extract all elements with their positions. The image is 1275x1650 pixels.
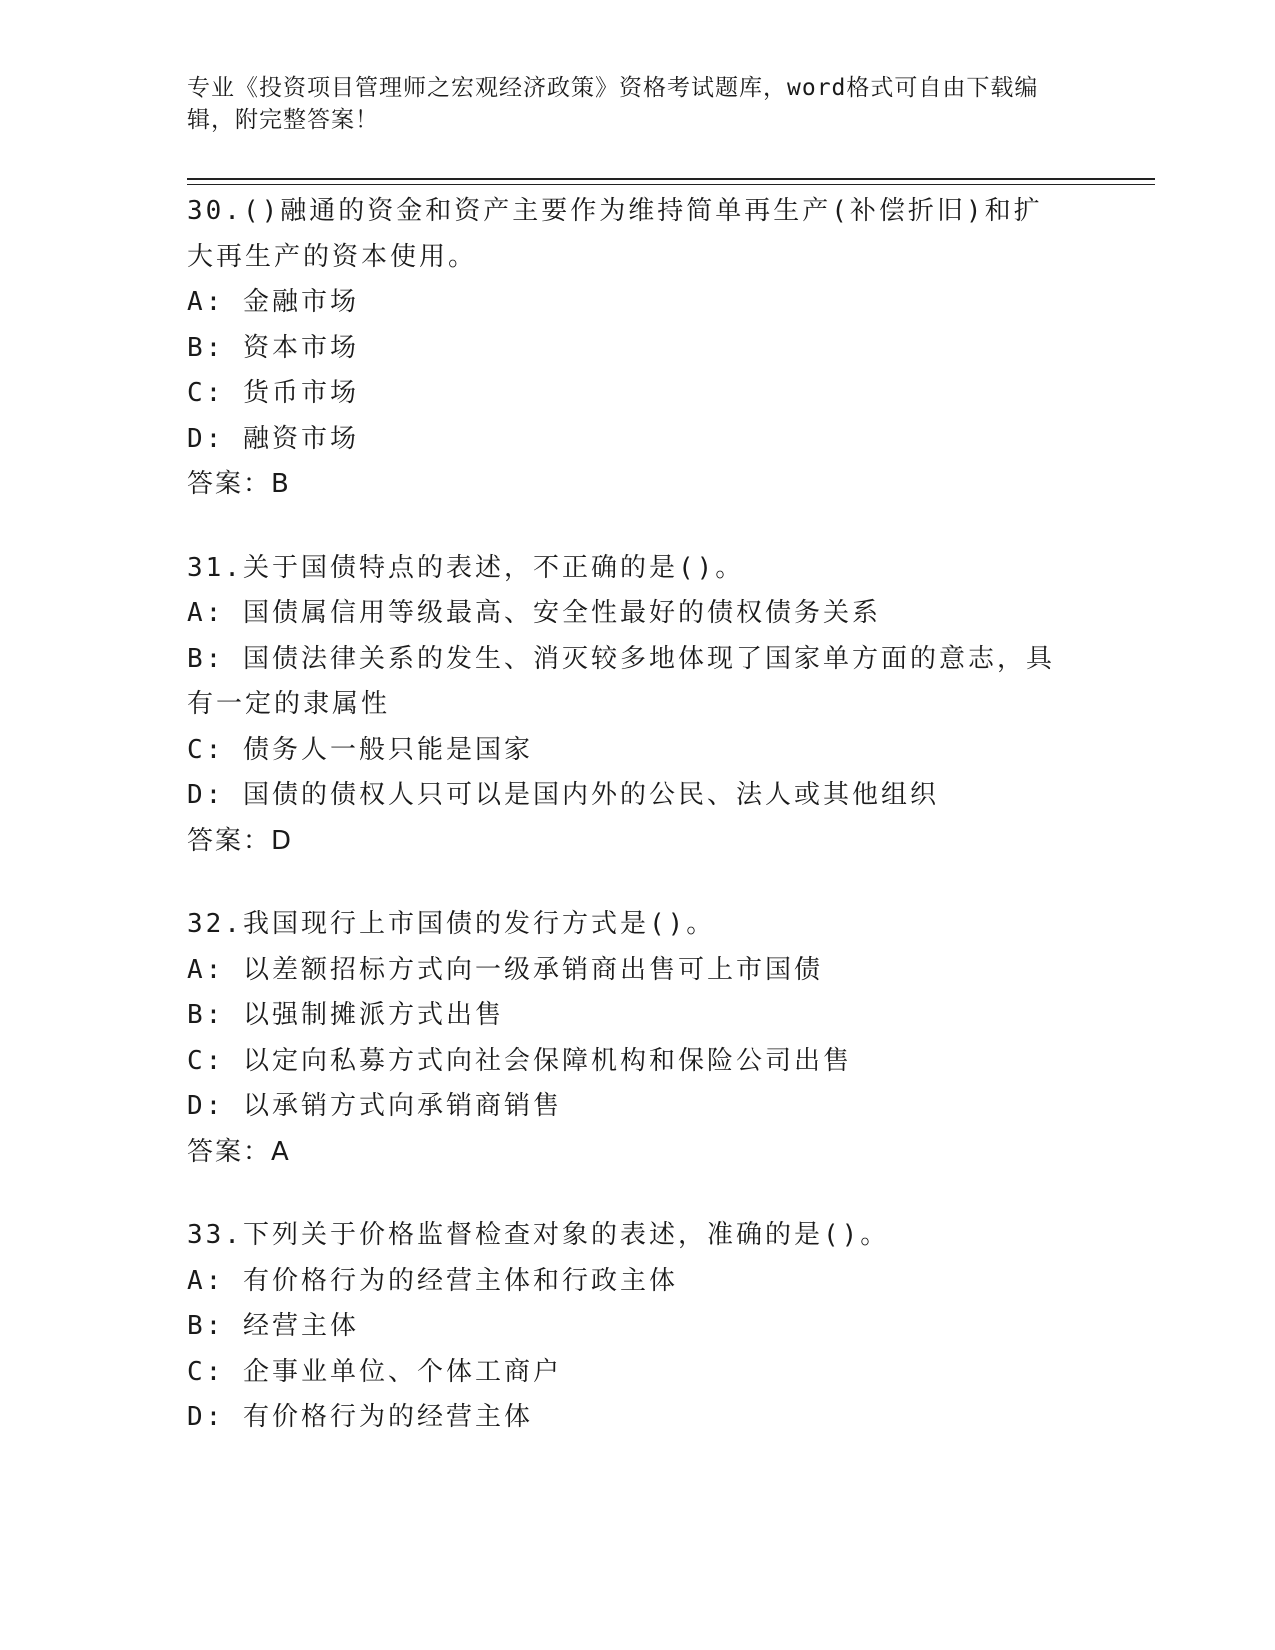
answer-label: 答案：B — [187, 469, 291, 499]
answer-label: 答案：D — [187, 825, 294, 856]
option-b: B: 国债法律关系的发生、消灭较多地体现了国家单方面的意志，具有一定的隶属性 — [187, 643, 1055, 719]
question-stem: 31.关于国债特点的表述，不正确的是()。 — [187, 552, 745, 583]
option-c: C: 债务人一般只能是国家 — [187, 734, 533, 765]
question-item-32 — [187, 902, 1087, 1175]
header-divider-thick — [187, 178, 1155, 180]
option-a: A: 以差额招标方式向一级承销商出售可上市国债 — [187, 954, 823, 985]
answer-label: 答案：A — [187, 1136, 291, 1167]
header-divider-thin — [187, 184, 1155, 185]
option-d: D: 融资市场 — [187, 423, 359, 454]
option-a: A: 有价格行为的经营主体和行政主体 — [187, 1265, 678, 1296]
document-header: 专业《投资项目管理师之宏观经济政策》资格考试题库，word格式可自由下载编辑，附完整答案！ — [187, 75, 1039, 133]
option-b: B: 经营主体 — [187, 1311, 359, 1341]
question-stem: 32.我国现行上市国债的发行方式是()。 — [187, 909, 716, 939]
option-c: C: 货币市场 — [187, 378, 359, 408]
option-c: C: 企事业单位、个体工商户 — [187, 1356, 562, 1387]
option-d: D: 以承销方式向承销商销售 — [187, 1091, 562, 1121]
option-a: A: 国债属信用等级最高、安全性最好的债权债务关系 — [187, 598, 881, 628]
option-d: D: 有价格行为的经营主体 — [187, 1402, 533, 1432]
option-c: C: 以定向私募方式向社会保障机构和保险公司出售 — [187, 1045, 852, 1076]
option-d: D: 国债的债权人只可以是国内外的公民、法人或其他组织 — [187, 780, 939, 810]
option-b: B: 资本市场 — [187, 332, 359, 363]
question-item-30 — [187, 189, 1087, 508]
question-item-31 — [187, 546, 1087, 865]
option-b: B: 以强制摊派方式出售 — [187, 1000, 504, 1030]
option-a: A: 金融市场 — [187, 287, 359, 317]
question-stem: 30.()融通的资金和资产主要作为维持简单再生产(补偿折旧)和扩大再生产的资本使用。 — [187, 196, 1043, 272]
question-list — [187, 189, 1087, 1479]
question-item-33 — [187, 1213, 1087, 1441]
question-stem: 33.下列关于价格监督检查对象的表述，准确的是()。 — [187, 1220, 890, 1250]
